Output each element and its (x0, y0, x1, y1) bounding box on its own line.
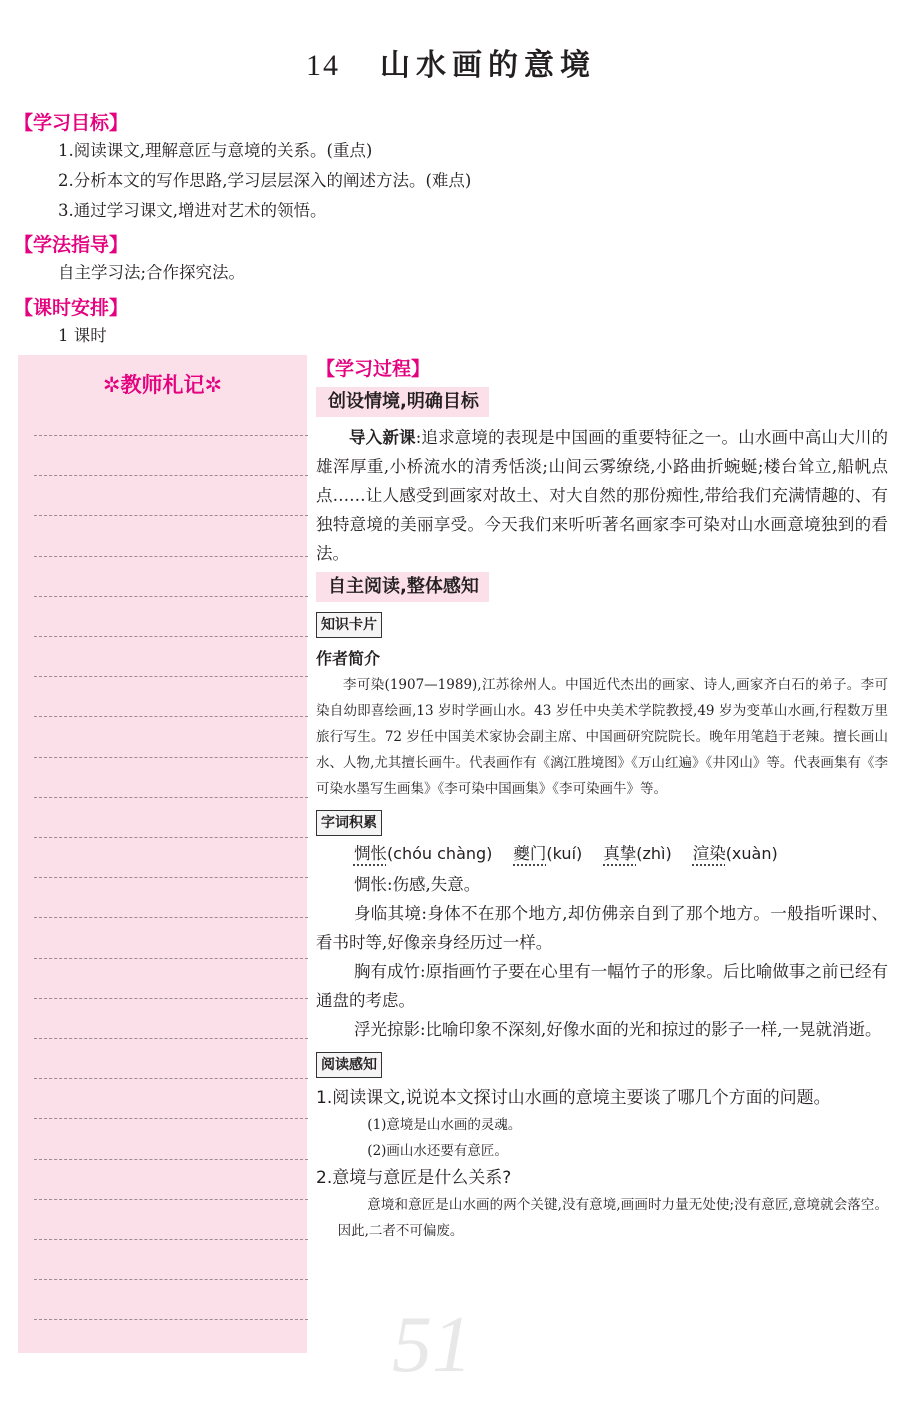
pinyin-item-2: 夔门(kuí) (513, 844, 583, 863)
note-line (34, 837, 308, 838)
objective-2: 2.分析本文的写作思路,学习层层深入的阐述方法。(难点) (58, 171, 472, 190)
note-line (34, 1319, 308, 1320)
pinyin-item-1: 惆怅(chóu chàng) (353, 844, 493, 863)
note-line (34, 676, 308, 677)
knowledge-card-label: 知识卡片 (316, 612, 382, 638)
note-line (34, 1159, 308, 1160)
objective-1: 1.阅读课文,理解意匠与意境的关系。(重点) (58, 141, 373, 160)
method-label: 【学法指导】 (14, 234, 129, 256)
lesson-title: 山水画的意境 (380, 48, 596, 83)
answer-1a: (1)意境是山水画的灵魂。 (367, 1117, 522, 1133)
note-line (34, 716, 308, 717)
question-2: 2.意境与意匠是什么关系? (316, 1168, 512, 1188)
teacher-notes-panel (18, 355, 307, 1353)
learning-process (316, 354, 888, 1244)
pinyin-row (316, 838, 888, 870)
note-line (34, 636, 308, 637)
definition-4: 浮光掠影:比喻印象不深刻,好像水面的光和掠过的影子一样,一晃就消逝。 (353, 1020, 882, 1039)
note-line (34, 1118, 308, 1119)
lesson-number: 14 (306, 49, 340, 82)
question-1: 1.阅读课文,说说本文探讨山水画的意境主要谈了哪几个方面的问题。 (316, 1088, 831, 1108)
note-line (34, 1279, 308, 1280)
process-label: 【学习过程】 (316, 358, 431, 380)
schedule-text: 1 课时 (58, 326, 107, 345)
definition-2: 身临其境:身体不在那个地方,却仿佛亲自到了那个地方。一般指听课时、看书时等,好像亲身经历过一样。 (316, 904, 888, 952)
pinyin-item-3: 真挚(zhì) (603, 844, 672, 863)
note-line (34, 515, 308, 516)
note-line (34, 757, 308, 758)
pinyin-item-4: 渲染(xuàn) (692, 844, 778, 863)
note-line (34, 1199, 308, 1200)
vocab-label: 字词积累 (316, 810, 382, 836)
reading-label: 阅读感知 (316, 1052, 382, 1078)
schedule-label: 【课时安排】 (14, 297, 129, 319)
page-title (0, 40, 902, 84)
definition-1: 惆怅:伤感,失意。 (353, 875, 481, 894)
intro-lead: 导入新课 (349, 428, 416, 447)
answer-2: 意境和意匠是山水画的两个关键,没有意境,画画时力量无处使;没有意匠,意境就会落空。因此,二者不可偏废。 (337, 1197, 888, 1239)
note-line (34, 556, 308, 557)
definition-3: 胸有成竹:原指画竹子要在心里有一幅竹子的形象。后比喻做事之前已经有通盘的考虑。 (316, 962, 888, 1010)
note-line (34, 596, 308, 597)
objectives-label: 【学习目标】 (14, 112, 129, 134)
step1-heading: 创设情境,明确目标 (316, 387, 489, 417)
note-line (34, 435, 308, 436)
intro-text: :追求意境的表现是中国画的重要特征之一。山水画中高山大川的雄浑厚重,小桥流水的清秀恬淡;山间云雾缭绕,小路曲折蜿蜒;楼台耸立,船帆点点……让人感受到画家对故土、对大自然的那份痴性,带给我们充满情趣的、有独特意境的美丽享受。今天我们来听听著名画家李可染对山水画意境独到的看法。 (316, 428, 889, 563)
note-line (34, 1078, 308, 1079)
author-heading: 作者简介 (316, 649, 381, 668)
note-line (34, 797, 308, 798)
answer-1b: (2)画山水还要有意匠。 (367, 1143, 508, 1159)
objective-3: 3.通过学习课文,增进对艺术的领悟。 (58, 201, 327, 220)
method-text: 自主学习法;合作探究法。 (58, 263, 246, 282)
page-number-watermark: 51 (392, 1301, 472, 1389)
note-line (34, 1239, 308, 1240)
teacher-notes-title: ✲教师札记✲ (102, 373, 223, 397)
intro-paragraph (316, 423, 888, 568)
author-text: 李可染(1907—1989),江苏徐州人。中国近代杰出的画家、诗人,画家齐白石的弟子。李可染自幼即喜绘画,13 岁时学画山水。43 岁任中央美术学院教授,49 岁为变革山水画,行程数万里旅行写生。72 岁任中国美术家协会副主席、中国画研究院院长。晚年用笔趋于老辣。擅长画山水、人物,尤其擅长画牛。代表画作有《漓江胜境图》《万山红遍》《井冈山》等。代表画集有《李可染水墨写生画集》《李可染中国画集》《李可染画牛》等。 (316, 677, 888, 797)
note-line (34, 958, 308, 959)
note-line (34, 998, 308, 999)
note-line (34, 917, 308, 918)
note-line (34, 877, 308, 878)
step2-heading: 自主阅读,整体感知 (316, 572, 489, 602)
note-line (34, 1038, 308, 1039)
note-line (34, 475, 308, 476)
